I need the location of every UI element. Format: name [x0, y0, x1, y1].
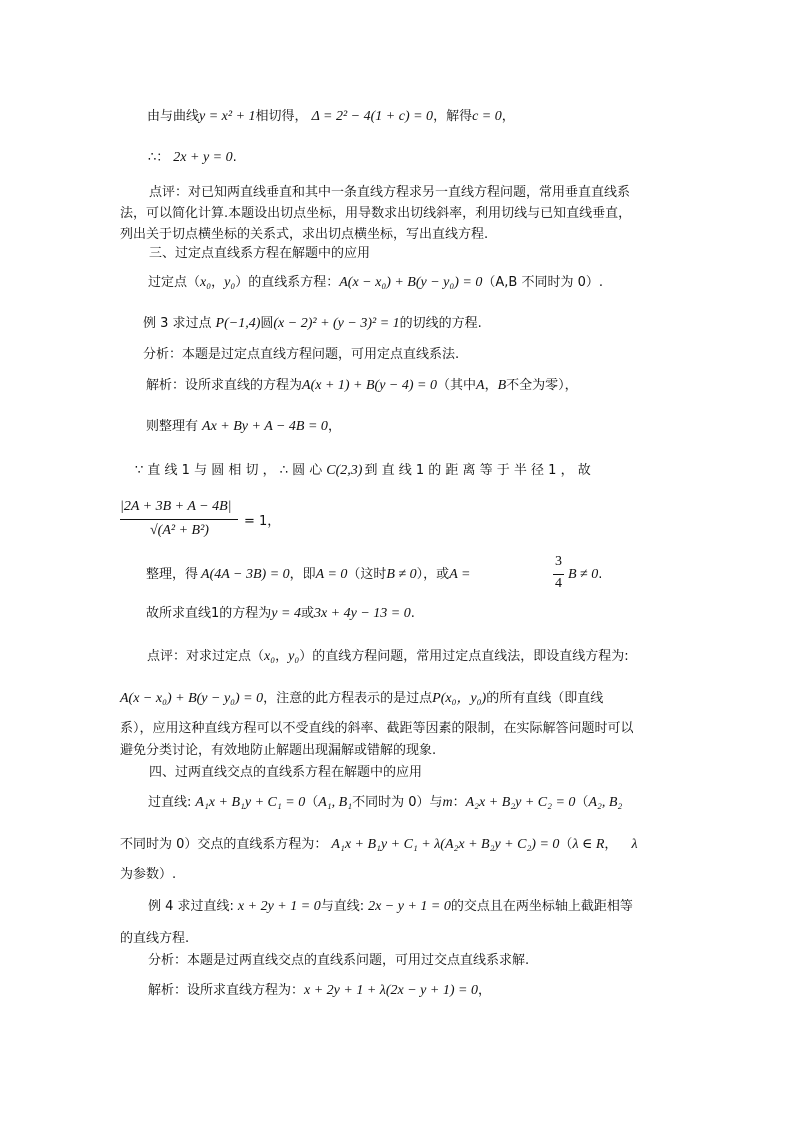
text: 不同时为 0）与: [352, 795, 443, 810]
math: x₀: [200, 275, 212, 290]
math: A(4A − 3B) = 0: [201, 567, 290, 582]
math: A₁, B₁: [318, 795, 353, 810]
text: ）的直线方程问题，常用过定点直线法，即设直线方程为:: [299, 649, 629, 664]
text: 到 直 线 1 的 距 离 等 于 半 径 1 ， 故: [364, 463, 591, 478]
math: 2x + y = 0: [173, 150, 233, 165]
text-line: [568, 566, 602, 584]
text: ，: [275, 649, 289, 664]
text: 由与曲线: [147, 109, 200, 124]
comment-line: 点评：对已知两直线垂直和其中一条直线方程求另一直线方程问题，常用垂直直线系: [149, 185, 631, 200]
comment-line: [120, 690, 603, 708]
text: 整理，得: [146, 567, 199, 582]
text: 例 4 求过直线:: [148, 899, 234, 914]
math: B ≠ 0: [386, 567, 417, 582]
math: A = 0: [315, 567, 348, 582]
math: C(2,3): [326, 463, 363, 478]
text: 则整理有: [146, 419, 199, 434]
text: ∵ 直 线 1 与 圆 相 切 ， ∴ 圆 心: [135, 463, 323, 478]
text: ，: [477, 983, 491, 998]
text: 圆: [260, 316, 274, 331]
math: c = 0: [472, 109, 502, 124]
example-line: [143, 315, 482, 333]
example-line: [148, 898, 633, 916]
text: 点评：对求过定点（: [147, 649, 265, 664]
text-line: [146, 605, 415, 623]
text-line: [148, 149, 237, 167]
math: y₀: [288, 649, 300, 664]
math: λ ∈ R: [572, 837, 605, 852]
fraction-bar: [120, 519, 238, 520]
math: λ: [631, 837, 638, 852]
math: A(x − x₀) + B(y − y₀) = 0: [339, 275, 483, 290]
text-line: [146, 377, 578, 395]
text: ）的直线系方程：: [235, 275, 340, 290]
math: A₁x + B₁y + C₁ = 0: [195, 795, 306, 810]
math: y = 4: [271, 606, 301, 621]
fraction-numerator: |2A + 3B + A − 4B|: [120, 499, 232, 514]
text-line: [148, 794, 622, 812]
text: 过定点（: [148, 275, 201, 290]
text: （A,B 不同时为 0）.: [482, 275, 603, 290]
fraction-numerator: 3: [555, 554, 562, 569]
text: （这时: [347, 567, 387, 582]
text-line: [146, 418, 341, 436]
math: (x − 2)² + (y − 3)² = 1: [273, 316, 400, 331]
text: 不同时为 0）交点的直线系方程为：: [120, 837, 328, 852]
text-line: [147, 108, 515, 126]
text: 的切线的方程.: [399, 316, 482, 331]
math: 2x − y + 1 = 0: [368, 899, 451, 914]
text: ，: [211, 275, 225, 290]
math: y = x² + 1: [199, 109, 256, 124]
text: .: [232, 150, 237, 165]
text: 相切得，: [255, 109, 308, 124]
text: ：: [452, 795, 466, 810]
text-line: [120, 836, 638, 854]
math: x₀: [264, 649, 276, 664]
text-line: 为参数）.: [120, 867, 177, 882]
text: 的所有直线（即直线: [486, 691, 604, 706]
section-heading: 三、过定点直线系方程在解题中的应用: [149, 246, 371, 261]
math: Ax + By + A − 4B = 0: [202, 419, 328, 434]
text: 例 3 求过点: [143, 316, 212, 331]
section-heading: 四、过两直线交点的直线系方程在解题中的应用: [149, 765, 423, 780]
math: B ≠ 0: [568, 567, 599, 582]
text: ，解得: [433, 109, 473, 124]
fraction-denominator: √(A² + B²): [150, 523, 209, 538]
math: A₂, B₂: [588, 795, 623, 810]
text: ∴：: [148, 150, 170, 165]
math: y₀: [224, 275, 236, 290]
math: x + 2y + 1 + λ(2x − y + 1) = 0: [304, 983, 478, 998]
text-line: [146, 566, 470, 584]
text: ，: [604, 837, 618, 852]
text: 过直线:: [148, 795, 192, 810]
text: ，注意的此方程表示的是过点: [263, 691, 433, 706]
text: ，: [327, 419, 341, 434]
text: 解析：设所求直线方程为：: [148, 983, 305, 998]
text: 的交点且在两坐标轴上截距相等: [450, 899, 633, 914]
text: 或: [300, 606, 314, 621]
math: B: [497, 378, 507, 393]
text: ，即: [289, 567, 316, 582]
text: （: [305, 795, 319, 810]
three-quarters-fraction: [553, 556, 565, 600]
math: A₁x + B₁y + C₁ + λ(A₂x + B₂y + C₂) = 0: [331, 837, 560, 852]
comment-line: 法，可以简化计算.本题设出切点坐标，用导数求出切线斜率，利用切线与已知直线垂直，: [120, 206, 632, 221]
comment-line: 列出关于切点横坐标的关系式，求出切点横坐标，写出直线方程.: [120, 227, 489, 242]
text: （: [559, 837, 573, 852]
math: A₂x + B₂y + C₂ = 0: [465, 795, 576, 810]
text: 故所求直线1的方程为: [146, 606, 272, 621]
text: 解析：设所求直线的方程为: [146, 378, 303, 393]
math: x + 2y + 1 = 0: [237, 899, 321, 914]
math: A(x + 1) + B(y − 4) = 0: [302, 378, 437, 393]
math: P(−1,4): [215, 316, 261, 331]
fraction-denominator: 4: [555, 576, 562, 591]
math: P(x₀，y₀): [432, 691, 487, 706]
text-line: 的直线方程.: [120, 931, 190, 946]
text: （其中: [436, 378, 476, 393]
math: Δ = 2² − 4(1 + c) = 0: [311, 109, 434, 124]
text: .: [598, 567, 603, 582]
comment-line: 避免分类讨论，有效地防止解题出现漏解或错解的现象.: [120, 743, 437, 758]
text: .: [410, 606, 415, 621]
fraction-bar: [553, 574, 564, 575]
analysis-line: 分析：本题是过定点直线方程问题，可用定点直线系法.: [143, 347, 460, 362]
text: 不全为零），: [506, 378, 578, 393]
text: ，: [484, 378, 498, 393]
text: ），或: [416, 567, 450, 582]
math: A =: [449, 567, 471, 582]
text: = 1，: [244, 514, 281, 529]
text-line: [135, 462, 591, 480]
text-line: [148, 274, 603, 292]
math: m: [442, 795, 453, 810]
text: 与直线:: [320, 899, 365, 914]
analysis-line: 分析：本题是过两直线交点的直线系问题，可用过交点直线系求解.: [148, 953, 530, 968]
distance-fraction: [120, 499, 380, 549]
text-line: [148, 982, 491, 1000]
math: A: [476, 378, 485, 393]
math: A(x − x₀) + B(y − y₀) = 0: [120, 691, 264, 706]
comment-line: 系），应用这种直线方程可以不受直线的斜率、截距等因素的限制，在实际解答问题时可以: [120, 721, 634, 736]
text: （: [575, 795, 589, 810]
math: 3x + 4y − 13 = 0: [313, 606, 411, 621]
comment-line: [147, 648, 629, 666]
text: ，: [501, 109, 515, 124]
